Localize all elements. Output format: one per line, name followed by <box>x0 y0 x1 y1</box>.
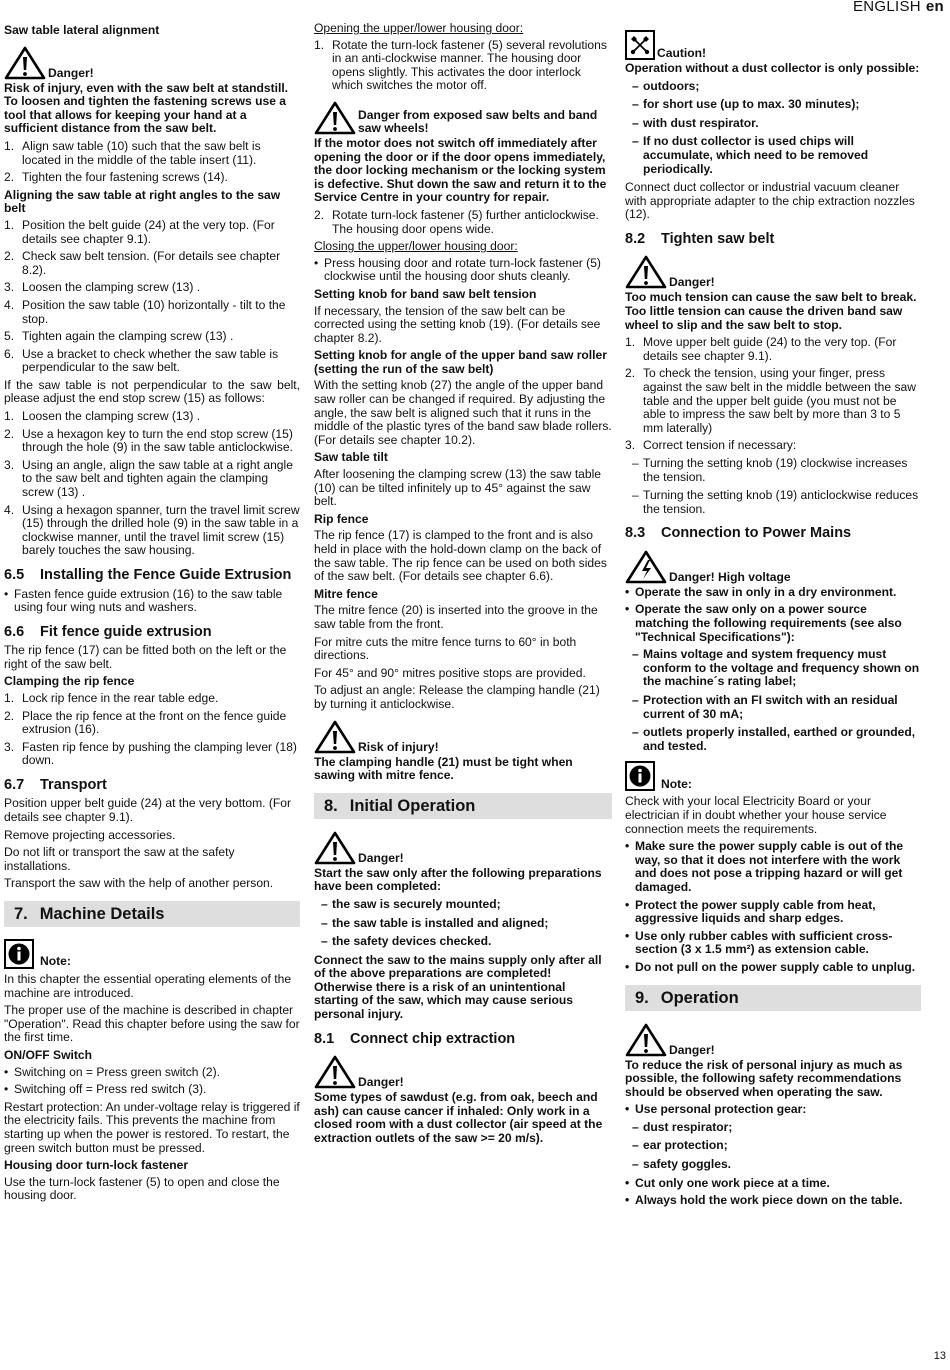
warning-triangle-icon <box>4 46 46 80</box>
paragraph: The proper use of the machine is described in chapter "Operation". Read this chapter before using the saw for the first time. <box>4 1003 300 1045</box>
underlined-subheading: Opening the upper/lower housing door: <box>314 21 524 35</box>
step-text: Fasten rip fence by pushing the clamping lever (18) down. <box>22 739 297 768</box>
step-number: 5. <box>4 329 15 344</box>
list-item: • Always hold the work piece down on the table. <box>625 1194 921 1208</box>
paragraph: Check with your local Electricity Board or your electrician if in doubt whether your house service connection meets the requirements. <box>625 794 887 836</box>
step-number: 2. <box>625 366 636 381</box>
warning-label: Danger! <box>669 1042 715 1057</box>
warning-label: Danger from exposed saw belts and band saw wheels! <box>358 107 598 135</box>
warning-heading <box>314 101 612 135</box>
warning-label: Danger! <box>358 1075 404 1090</box>
list-item: • Press housing door and rotate turn-lock fastener (5) clockwise until the housing door shuts cleanly. <box>314 257 612 284</box>
paragraph: If the saw table is not perpendicular to the saw belt, please adjust the end stop screw (15) as follows: <box>4 377 300 406</box>
warning-heading <box>4 46 300 80</box>
dash-list <box>625 457 921 516</box>
list-item: – with dust respirator. <box>625 117 921 131</box>
paragraph: For mitre cuts the mitre fence turns to 60° in both directions. <box>314 634 577 663</box>
warning-triangle-icon <box>625 1023 667 1057</box>
list-item <box>314 39 612 93</box>
list-item: – Mains voltage and system frequency must conform to the voltage and frequency shown on the machine´s rating label; <box>625 648 921 689</box>
step-text: Correct tension if necessary: <box>643 438 797 453</box>
numbered-list <box>625 336 921 453</box>
list-item <box>625 367 921 435</box>
numbered-list <box>4 410 300 558</box>
subheading: Saw table lateral alignment <box>4 23 160 37</box>
warning-heading <box>625 550 921 584</box>
paragraph: Connect duct collector or industrial vacuum cleaner with appropriate adapter to the chip extraction nozzles (12). <box>625 180 915 222</box>
section-title: Installing the Fence Guide Extrusion <box>40 567 292 583</box>
warning-label: Risk of injury! <box>358 739 439 754</box>
list-item: • Do not pull on the power supply cable to unplug. <box>625 961 921 975</box>
step-number: 4. <box>4 297 15 312</box>
subheading: Saw table tilt <box>314 450 388 465</box>
section-title: Transport <box>40 776 107 793</box>
step-text: Position the saw table (10) horizontally - tilt to the stop. <box>22 297 286 326</box>
bullet-list <box>625 1103 921 1117</box>
list-item: – for short use (up to max. 30 minutes); <box>625 98 921 112</box>
warning-label: Danger! <box>358 850 404 865</box>
step-number: 4. <box>4 502 15 517</box>
paragraph: After loosening the clamping screw (13) the saw table (10) can be tilted infinitely up to 45° against the saw belt. <box>314 467 602 509</box>
list-item <box>4 692 300 706</box>
step-text: Position the belt guide (24) at the very top. (For details see chapter 9.1). <box>22 217 275 246</box>
warning-label: Danger! <box>669 275 715 290</box>
subheading: Rip fence <box>314 511 369 526</box>
dash-list <box>625 648 921 753</box>
underlined-subheading: Closing the upper/lower housing door: <box>314 239 518 254</box>
list-item <box>314 209 612 236</box>
step-number: 6. <box>4 346 15 361</box>
subheading: Clamping the rip fence <box>4 674 135 689</box>
warning-paragraph: Start the saw only after the following preparations have been completed: <box>314 865 602 894</box>
high-voltage-icon <box>625 550 667 584</box>
warning-heading <box>314 831 612 865</box>
section-number: 6.5 <box>4 567 25 583</box>
subheading: Mitre fence <box>314 586 378 601</box>
step-text: To check the tension, using your finger, press against the saw belt in the middle between the saw table and the upper belt guide (you must not be able to impress the saw belt by more than 3 to 5 mm laterally) <box>643 366 916 435</box>
step-number: 1. <box>314 37 325 52</box>
section-heading <box>4 568 300 584</box>
section-heading <box>625 526 921 542</box>
list-item <box>4 348 300 375</box>
bullet-list <box>625 1177 921 1208</box>
step-number: 3. <box>4 739 15 754</box>
section-title: Fit fence guide extrusion <box>40 623 212 640</box>
warning-paragraph: Connect the saw to the mains supply only after all of the above preparations are completed! Otherwise there is a risk of an unintentional starting of the saw, which may cause serious personal injury. <box>314 952 602 1022</box>
page-header <box>853 0 944 14</box>
paragraph: The rip fence (17) can be fitted both on the left or the right of the saw belt. <box>4 643 287 671</box>
dash-list <box>625 80 921 177</box>
step-number: 1. <box>4 217 15 232</box>
column-left <box>4 22 300 1207</box>
note-label: Note: <box>661 776 692 791</box>
step-number: 3. <box>4 280 15 295</box>
section-title: Tighten saw belt <box>661 230 775 247</box>
chapter-heading <box>4 901 300 927</box>
list-item: • Cut only one work piece at a time. <box>625 1177 921 1191</box>
list-item: • Switching on = Press green switch (2). <box>4 1066 300 1080</box>
list-item <box>4 504 300 558</box>
list-item: – Turning the setting knob (19) anticlockwise reduces the tension. <box>625 489 921 516</box>
chapter-number: 9. <box>635 988 649 1007</box>
step-number: 1. <box>4 409 15 424</box>
list-item <box>4 250 300 277</box>
step-text: Rotate turn-lock fastener (5) further anticlockwise. The housing door opens wide. <box>332 207 599 236</box>
bullet-list <box>314 257 612 284</box>
section-number: 8.3 <box>625 525 646 542</box>
step-number: 2. <box>314 207 325 222</box>
step-number: 2. <box>4 708 15 723</box>
list-item: • Use personal protection gear: <box>625 1103 921 1117</box>
step-text: Tighten the four fastening screws (14). <box>22 170 228 185</box>
column-right <box>625 22 921 1212</box>
list-item: – Turning the setting knob (19) clockwise increases the tension. <box>625 457 921 484</box>
chapter-title: Operation <box>660 988 739 1007</box>
paragraph: If necessary, the tension of the saw belt can be corrected using the setting knob (19). (For details see chapter 8.2). <box>314 303 601 345</box>
dash-list <box>314 898 612 949</box>
list-item: • Fasten fence guide extrusion (16) to the saw table using four wing nuts and washers. <box>4 588 300 615</box>
bullet-list <box>4 1066 300 1097</box>
note-heading <box>4 939 300 969</box>
warning-paragraph: Some types of sawdust (e.g. from oak, beech and ash) can cause cancer if inhaled: Only work in a closed room with a dust collector (air speed at the extraction outlets of the saw >= 20 m/s). <box>314 1090 603 1145</box>
list-item <box>4 171 300 185</box>
paragraph: Remove projecting accessories. <box>4 827 176 842</box>
paragraph: Do not lift or transport the saw at the safety installations. <box>4 845 235 873</box>
step-number: 1. <box>625 335 636 350</box>
subheading: Aligning the saw table at right angles to the saw belt <box>4 187 281 216</box>
chapter-title: Machine Details <box>39 905 165 923</box>
step-number: 1. <box>4 138 15 153</box>
section-title: Connection to Power Mains <box>661 525 852 542</box>
list-item: – dust respirator; <box>625 1121 921 1135</box>
numbered-list <box>314 39 612 93</box>
list-item <box>4 741 300 768</box>
note-label: Note: <box>40 954 71 969</box>
paragraph: Restart protection: An under-voltage relay is triggered if the electricity fails. This prevents the machine from starting up when the power is restored. To restart, the green switch button must be pressed. <box>4 1099 300 1155</box>
list-item <box>4 710 300 737</box>
list-item <box>4 330 300 344</box>
list-item: – outlets properly installed, earthed or grounded, and tested. <box>625 726 921 753</box>
list-item <box>4 140 300 167</box>
list-item: – the safety devices checked. <box>314 935 612 949</box>
numbered-list <box>314 209 612 236</box>
dash-list <box>625 1121 921 1172</box>
paragraph: With the setting knob (27) the angle of the upper band saw roller can be changed if required. By adjusting the angle, the saw belt is aligned such that it runs in the middle of the plastic tyres of the band saw blade rollers. (For details see chapter 10.2). <box>314 378 612 447</box>
paragraph: The mitre fence (20) is inserted into the groove in the saw table from the front. <box>314 603 598 631</box>
list-item: • Use only rubber cables with sufficient cross-section (3 x 1.5 mm²) as extension cable. <box>625 930 921 957</box>
step-number: 3. <box>625 438 636 453</box>
note-heading <box>625 761 921 791</box>
bullet-list <box>4 588 300 615</box>
list-item <box>4 281 300 295</box>
section-title: Connect chip extraction <box>350 1030 516 1047</box>
step-text: Use a hexagon key to turn the end stop screw (15) through the hole (9) in the saw table anticlockwise. <box>22 426 293 455</box>
warning-paragraph: The clamping handle (21) must be tight when sawing with mitre fence. <box>314 754 573 783</box>
step-text: Check saw belt tension. (For details see chapter 8.2). <box>22 249 281 277</box>
list-item: – Protection with an FI switch with an residual current of 30 mA; <box>625 694 921 721</box>
section-heading <box>4 625 300 641</box>
subheading: ON/OFF Switch <box>4 1047 93 1062</box>
list-item <box>4 410 300 424</box>
paragraph: To adjust an angle: Release the clamping handle (21) by turning it anticlockwise. <box>314 683 600 711</box>
step-number: 2. <box>4 249 15 264</box>
warning-paragraph: Too much tension can cause the saw belt to break. Too little tension can cause the driven band saw wheel to slip and the saw belt to stop. <box>625 290 917 332</box>
section-number: 8.2 <box>625 230 646 247</box>
list-item: • Operate the saw in only in a dry environment. <box>625 586 921 600</box>
step-text: Rotate the turn-lock fastener (5) several revolutions in an anti-clockwise manner. The housing door opens slightly. This activates the door interlock which switches the motor off. <box>332 37 607 93</box>
warning-label: Caution! <box>657 46 707 60</box>
list-item: – If no dust collector is used chips will accumulate, which need to be removed periodically. <box>625 135 921 176</box>
step-text: Tighten again the clamping screw (13) . <box>22 329 234 344</box>
bullet-list <box>625 840 921 974</box>
paragraph: Use the turn-lock fastener (5) to open and close the housing door. <box>4 1174 280 1203</box>
paragraph: In this chapter the essential operating elements of the machine are introduced. <box>4 972 292 1000</box>
list-item: – outdoors; <box>625 80 921 94</box>
subheading: Setting knob for angle of the upper band saw roller (setting the run of the saw belt) <box>314 348 607 376</box>
warning-triangle-icon <box>314 101 356 135</box>
subheading: Setting knob for band saw belt tension <box>314 286 537 301</box>
paragraph: For 45° and 90° mitres positive stops are provided. <box>314 665 586 680</box>
warning-heading <box>625 30 921 60</box>
section-number: 6.7 <box>4 776 25 793</box>
section-heading <box>4 778 300 794</box>
list-item: – ear protection; <box>625 1139 921 1153</box>
list-item <box>625 336 921 363</box>
list-item: – the saw table is installed and aligned; <box>314 917 612 931</box>
chapter-number: 7. <box>14 905 28 923</box>
warning-label: Danger! High voltage <box>669 569 791 584</box>
warning-triangle-icon <box>314 831 356 865</box>
chapter-number: 8. <box>324 796 338 815</box>
step-text: Use a bracket to check whether the saw table is perpendicular to the saw belt. <box>22 346 279 375</box>
warning-heading <box>625 255 921 289</box>
paragraph: Position upper belt guide (24) at the very bottom. (For details see chapter 9.1). <box>4 796 292 825</box>
warning-label: Danger! <box>48 65 94 80</box>
list-item <box>4 299 300 326</box>
subheading: Housing door turn-lock fastener <box>4 1158 189 1173</box>
paragraph: Transport the saw with the help of another person. <box>4 876 274 891</box>
step-text: Loosen the clamping screw (13) . <box>22 280 201 295</box>
warning-heading <box>625 1023 921 1057</box>
warning-heading <box>314 720 612 754</box>
step-text: Place the rip fence at the front on the fence guide extrusion (16). <box>22 708 287 737</box>
chapter-heading <box>314 793 612 819</box>
header-language: ENGLISH <box>852 0 921 15</box>
list-item <box>625 439 921 453</box>
warning-triangle-icon <box>314 1055 356 1089</box>
list-item: • Make sure the power supply cable is out of the way, so that it does not interfere with the work and does not pose a tripping hazard or will get damaged. <box>625 840 921 894</box>
section-number: 6.6 <box>4 623 25 640</box>
step-number: 2. <box>4 426 15 441</box>
step-number: 2. <box>4 170 15 185</box>
header-language-code: en <box>925 0 944 15</box>
list-item: • Protect the power supply cable from heat, aggressive liquids and sharp edges. <box>625 899 921 926</box>
list-item <box>4 459 300 500</box>
warning-paragraph: Operation without a dust collector is only possible: <box>625 61 920 75</box>
warning-paragraph: Risk of injury, even with the saw belt at standstill. To loosen and tighten the fastening screws use a tool that allows for keeping your hand at a sufficient distance from the saw belt. <box>4 80 289 136</box>
section-heading <box>625 232 921 248</box>
list-item <box>4 219 300 246</box>
section-number: 8.1 <box>314 1030 335 1047</box>
list-item: – safety goggles. <box>625 1158 921 1172</box>
warning-paragraph: To reduce the risk of personal injury as much as possible, the following safety recommendations should be observed when operating the saw. <box>625 1057 903 1099</box>
numbered-list <box>4 219 300 375</box>
paragraph: The rip fence (17) is clamped to the front and is also held in place with the hold-down clamp on the back of the saw table. The rip fence can be used on both sides of the saw belt. (For details see chapter 6.6). <box>314 528 607 584</box>
step-text: Move upper belt guide (24) to the very top. (For details see chapter 9.1). <box>643 335 897 363</box>
warning-triangle-icon <box>625 255 667 289</box>
step-number: 3. <box>4 457 15 472</box>
info-icon <box>4 939 34 969</box>
numbered-list <box>4 692 300 768</box>
step-text: Using a hexagon spanner, turn the travel limit screw (15) through the drilled hole (9) in the saw table in a clockwise manner, until the travel limit screw (15) barely touches the saw housing. <box>22 502 300 558</box>
list-item: • Switching off = Press red switch (3). <box>4 1083 300 1097</box>
list-item <box>4 428 300 455</box>
caution-icon <box>625 30 655 60</box>
list-item: • Operate the saw only on a power source matching the following requirements (see also "Technical Specifications"): <box>625 603 921 644</box>
step-text: Lock rip fence in the rear table edge. <box>22 690 219 705</box>
chapter-heading <box>625 985 921 1011</box>
chapter-title: Initial Operation <box>349 796 476 815</box>
warning-triangle-icon <box>314 720 356 754</box>
warning-paragraph: If the motor does not switch off immediately after opening the door or if the door opens immediately, the door locking mechanism or the locking system is defective. Shut down the saw and return it to the Service Centre in your country for repair. <box>314 135 607 205</box>
column-middle <box>314 22 612 1150</box>
numbered-list <box>4 140 300 185</box>
step-number: 1. <box>4 690 15 705</box>
warning-heading <box>314 1055 612 1089</box>
page-number: 13 <box>933 1350 946 1363</box>
step-text: Loosen the clamping screw (13) . <box>22 409 201 424</box>
section-heading <box>314 1032 612 1048</box>
step-text: Align saw table (10) such that the saw belt is located in the middle of the table insert (11). <box>22 138 261 167</box>
info-icon <box>625 761 655 791</box>
step-text: Using an angle, align the saw table at a right angle to the saw belt and tighten again the clamping screw (13) . <box>22 457 293 500</box>
bullet-list <box>625 586 921 644</box>
list-item: – the saw is securely mounted; <box>314 898 612 912</box>
